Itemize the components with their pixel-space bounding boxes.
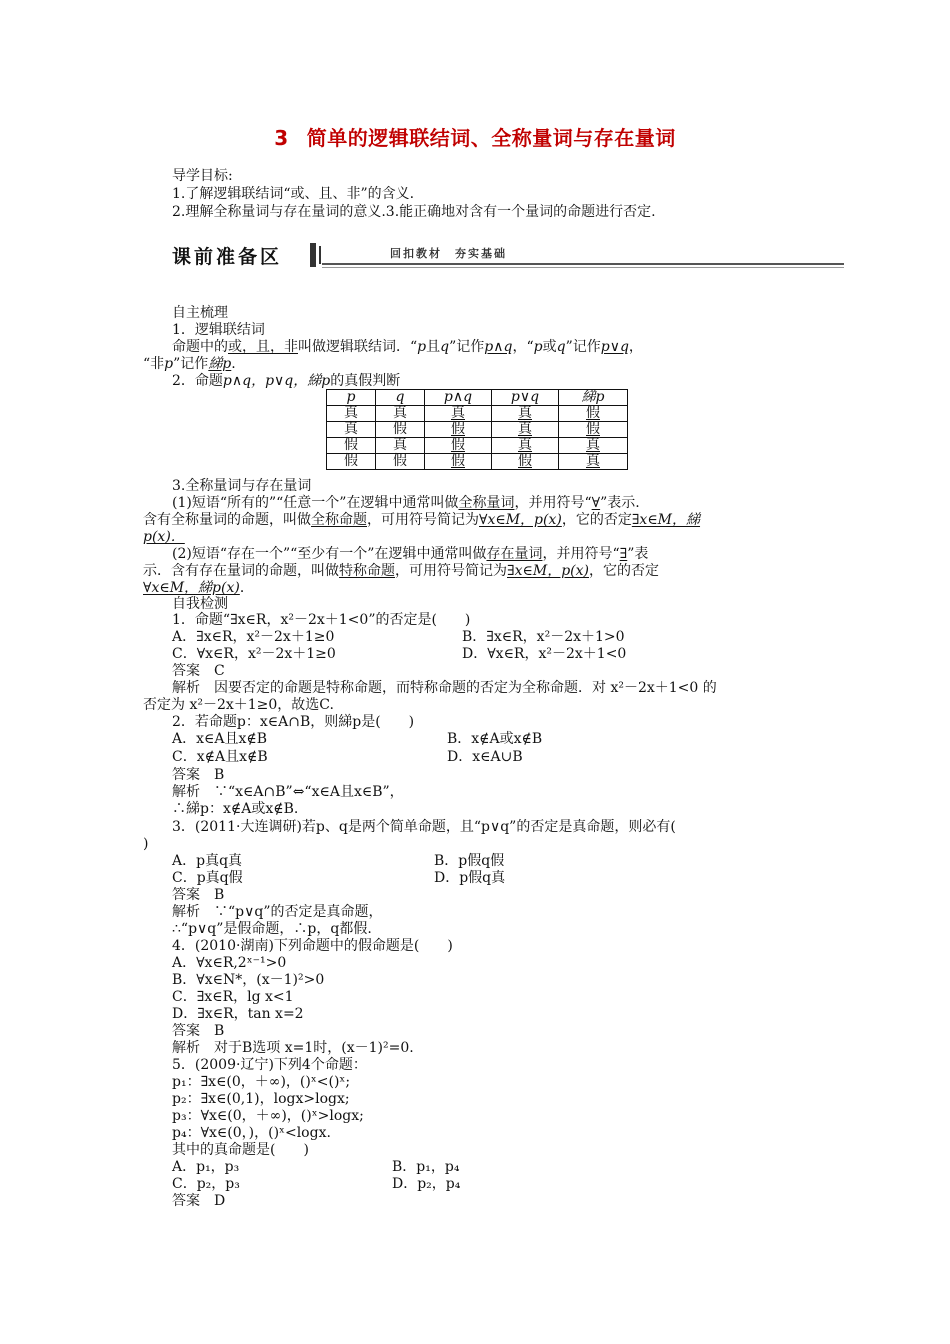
- q5-p4: p₄：∀x∈(0，)，()ˣ<logx.: [172, 1125, 331, 1141]
- sec3-b3: ∀x∈M，綈p(x)．: [143, 580, 254, 596]
- goal-2: 2.理解全称量词与存在量词的意义.3.能正确地对含有一个量词的命题进行否定.: [172, 204, 656, 220]
- table-cell: 假: [425, 454, 492, 470]
- table-row: [327, 438, 628, 454]
- table-cell: 真: [425, 406, 492, 422]
- sec3-b2: 示．含有存在量词的命题，叫做特称命题，可用符号简记为∃x∈M，p(x)，它的否定: [143, 563, 659, 579]
- header-cell: 綈p: [559, 390, 628, 406]
- q3-option-a: A．p真q真: [172, 853, 243, 869]
- header-cell: p∨q: [492, 390, 559, 406]
- truth-table: [326, 389, 628, 470]
- table-cell: 真: [559, 454, 628, 470]
- banner-label: 课前准备区: [172, 246, 283, 268]
- banner-rule: [322, 263, 844, 265]
- title-number: 3: [274, 126, 289, 150]
- q5-option-b: B．p₁，p₄: [392, 1159, 460, 1175]
- table-row: [327, 454, 628, 470]
- table-cell: 真: [376, 406, 425, 422]
- q1-option-c: C．∀x∈R，x²－2x＋1≥0: [172, 646, 336, 662]
- table-cell: 假: [376, 454, 425, 470]
- sec3-a3: p(x)．: [143, 529, 185, 545]
- answer-or: p∨q: [600, 339, 629, 355]
- q5-p1: p₁：∃x∈(0，＋∞)，()ˣ<()ˣ;: [172, 1074, 351, 1090]
- title-text: 简单的逻辑联结词、全称量词与存在量词: [306, 126, 676, 150]
- sec1-line1: 命题中的或，且，非叫做逻辑联结词．“p且q”记作p∧q，“p或q”记作p∨q，: [172, 339, 643, 355]
- table-cell: 真: [327, 406, 376, 422]
- sec1-item1: 1．逻辑联结词: [172, 322, 265, 338]
- q1-explanation-2: 否定为 x²－2x＋1≥0，故选C.: [143, 697, 334, 713]
- goals-heading: 导学目标:: [172, 168, 233, 184]
- table-cell: 假: [376, 422, 425, 438]
- q2-answer: 答案 B: [172, 767, 225, 783]
- q3-explanation-1: 解析 ∵“p∨q”的否定是真命题，: [172, 904, 383, 920]
- goal-1: 1.了解逻辑联结词“或、且、非”的含义.: [172, 186, 415, 202]
- q3-option-b: B．p假q假: [434, 853, 505, 869]
- q2-explanation-1: 解析 ∵“x∈A∩B”⇔“x∈A且x∈B”，: [172, 784, 404, 800]
- sec3-heading: 3.全称量词与存在量词: [172, 478, 312, 494]
- answer-not: 綈p: [208, 356, 232, 372]
- header-cell: p: [327, 390, 376, 406]
- q3-option-d: D．p假q真: [434, 870, 506, 886]
- q1-option-d: D．∀x∈R，x²－2x＋1<0: [462, 646, 627, 662]
- q2-stem: 2．若命题p：x∈A∩B，则綈p是( ): [172, 714, 415, 730]
- truth-table-header: [327, 390, 628, 406]
- sec1-item2: 2．命题p∧q，p∨q，綈p的真假判断: [172, 373, 401, 389]
- q3-option-c: C．p真q假: [172, 870, 243, 886]
- q3-stem-end: ): [143, 836, 149, 852]
- q1-option-b: B．∃x∈R，x²－2x＋1>0: [462, 629, 625, 645]
- q1-explanation-1: 解析 因要否定的命题是特称命题，而特称命题的否定为全称命题．对 x²－2x＋1<0 的: [172, 680, 717, 696]
- answer-and: p∧q: [484, 339, 513, 355]
- sec3-a2: 含有全称量词的命题，叫做全称命题，可用符号简记为∀x∈M，p(x)，它的否定∃x∈M，綈: [143, 512, 701, 528]
- table-cell: 假: [425, 422, 492, 438]
- q1-answer: 答案 C: [172, 663, 225, 679]
- header-cell: p∧q: [425, 390, 492, 406]
- table-cell: 真: [559, 438, 628, 454]
- table-cell: 假: [327, 438, 376, 454]
- table-row: [327, 422, 628, 438]
- banner-rule-thin: [322, 267, 844, 268]
- q3-stem: 3．(2011·大连调研)若p、q是两个简单命题，且“p∨q”的否定是真命题，则必有(: [172, 819, 676, 835]
- q1-stem: 1．命题“∃x∈R，x²－2x＋1<0”的否定是( ): [172, 612, 471, 628]
- q4-answer: 答案 B: [172, 1023, 225, 1039]
- q5-question: 其中的真命题是( ): [172, 1142, 309, 1158]
- table-cell: 假: [327, 454, 376, 470]
- q4-option-a: A．∀x∈R,2ˣ⁻¹>0: [172, 955, 287, 971]
- q2-option-d: D．x∈A∪B: [447, 749, 523, 765]
- table-cell: 真: [327, 422, 376, 438]
- section-banner: [172, 240, 844, 270]
- answer-connectives: 或，且，非: [228, 339, 298, 355]
- q4-option-c: C．∃x∈R，lg x<1: [172, 989, 294, 1005]
- q3-answer: 答案 B: [172, 887, 225, 903]
- table-row: [327, 406, 628, 422]
- sec1-line2: “非p”记作綈p.: [143, 356, 236, 372]
- table-cell: 假: [559, 422, 628, 438]
- sec1-heading: 自主梳理: [172, 305, 228, 321]
- q5-option-d: D．p₂，p₄: [392, 1176, 461, 1192]
- q5-answer: 答案 D: [172, 1193, 226, 1209]
- selftest-heading: 自我检测: [172, 596, 228, 612]
- q5-stem: 5．(2009·辽宁)下列4个命题：: [172, 1057, 367, 1073]
- q4-stem: 4．(2010·湖南)下列命题中的假命题是( ): [172, 938, 453, 954]
- q5-p2: p₂：∃x∈(0,1)，logx>logx;: [172, 1091, 350, 1107]
- table-cell: 假: [425, 438, 492, 454]
- q2-option-c: C．x∉A且x∉B: [172, 749, 268, 765]
- sec3-a1: (1)短语“所有的”“任意一个”在逻辑中通常叫做全称量词，并用符号“∀”表示.: [172, 495, 640, 511]
- q5-option-c: C．p₂，p₃: [172, 1176, 240, 1192]
- q2-option-b: B．x∉A或x∉B: [447, 731, 543, 747]
- sec3-b1: (2)短语“存在一个”“至少有一个”在逻辑中通常叫做存在量词，并用符号“∃”表: [172, 546, 649, 562]
- q5-p3: p₃：∀x∈(0，＋∞)，()ˣ>logx;: [172, 1108, 364, 1124]
- table-cell: 假: [492, 454, 559, 470]
- banner-bar-thin: [319, 246, 321, 264]
- table-cell: 假: [559, 406, 628, 422]
- banner-subtitle: 回扣教材 夯实基础: [390, 247, 507, 260]
- banner-bar: [310, 243, 316, 267]
- table-cell: 真: [492, 406, 559, 422]
- q2-explanation-2: ∴綈p：x∉A或x∉B.: [172, 801, 299, 817]
- q4-option-b: B．∀x∈N*，(x－1)²>0: [172, 972, 325, 988]
- q4-option-d: D．∃x∈R，tan x=2: [172, 1006, 304, 1022]
- table-cell: 真: [376, 438, 425, 454]
- q1-option-a: A．∃x∈R，x²－2x＋1≥0: [172, 629, 335, 645]
- q3-explanation-2: ∴“p∨q”是假命题，∴p，q都假.: [172, 921, 372, 937]
- q2-option-a: A．x∈A且x∉B: [172, 731, 268, 747]
- table-cell: 真: [492, 422, 559, 438]
- q4-explanation: 解析 对于B选项 x=1时，(x－1)²=0.: [172, 1040, 414, 1056]
- page-title: [0, 122, 950, 151]
- header-cell: q: [376, 390, 425, 406]
- q5-option-a: A．p₁，p₃: [172, 1159, 240, 1175]
- table-cell: 真: [492, 438, 559, 454]
